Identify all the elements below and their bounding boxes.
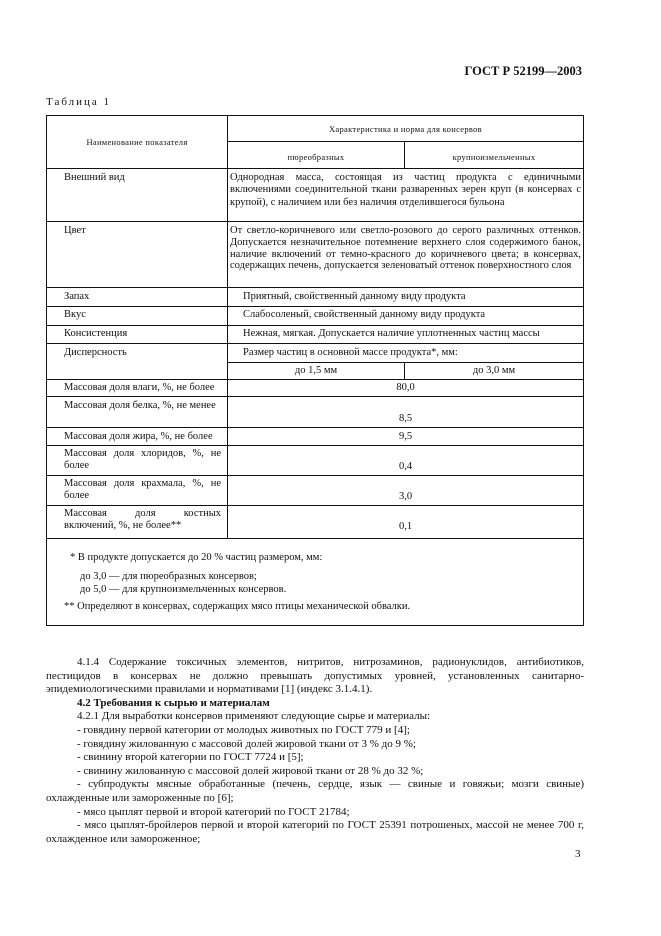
- paragraph-4-2-1: 4.2.1 Для выработки консервов применяют следующие сырье и материалы:: [77, 710, 431, 723]
- row-name-starch: Массовая доля крахмала, %, не более: [64, 478, 221, 502]
- row-name-smell: Запах: [64, 291, 90, 302]
- row-name-color: Цвет: [64, 225, 86, 236]
- row-value-dispersity: Размер частиц в основной массе продукта*, мм:: [243, 347, 458, 358]
- table-note: до 5,0 — для крупноизмельченных консервов.: [80, 584, 287, 595]
- row-value-moisture: 80,0: [396, 382, 415, 393]
- list-item: - субпродукты мясные обработанные (печень, сердце, язык — свиные и говяжьи; мозги свиные) охлажденные или замороженные по [6];: [46, 778, 584, 804]
- col-header-indicator: Наименование показателя: [86, 137, 188, 147]
- document-code: ГОСТ Р 52199—2003: [464, 64, 582, 78]
- col-header-puree: пюреобразных: [287, 152, 345, 162]
- row-value-starch: 3,0: [398, 491, 413, 502]
- list-item: - свинину второй категории по ГОСТ 7724 и [5];: [77, 751, 304, 764]
- row-name-taste: Вкус: [64, 309, 86, 320]
- row-name-chlorides: Массовая доля хлоридов, %, не более: [64, 448, 221, 472]
- page-number: 3: [575, 848, 581, 860]
- row-value-appearance: Однородная масса, состоящая из частиц продукта с единичными включениями соединительной ткани разваренных зерен круп (в консервах с крупой), с наличием или без наличия отделившегося бульона: [230, 172, 581, 208]
- col-header-chunk: крупноизмельченных: [452, 152, 536, 162]
- row-name-fat: Массовая доля жира, %, не более: [64, 431, 213, 442]
- section-heading-4-2: 4.2 Требования к сырью и материалам: [77, 696, 270, 709]
- col-header-group: Характеристика и норма для консервов: [328, 124, 482, 134]
- row-value-smell: Приятный, свойственный данному виду продукта: [243, 291, 466, 302]
- row-value-bone: 0,1: [398, 521, 413, 532]
- table-note: * В продукте допускается до 20 % частиц размером, мм:: [70, 552, 323, 563]
- list-item: - говядину первой категории от молодых животных по ГОСТ 779 и [4];: [77, 723, 410, 736]
- row-name-dispersity: Дисперсность: [64, 347, 127, 358]
- list-item: - говядину жилованную с массовой долей жировой ткани от 3 % до 9 %;: [77, 737, 416, 750]
- table-note: до 3,0 — для пюреобразных консервов;: [80, 571, 257, 582]
- paragraph-4-1-4: 4.1.4 Содержание токсичных элементов, нитритов, нитрозаминов, радионуклидов, антибиотиков, пестицидов в консервах не должно превышать допустимых уровней, установленных санитарно-эпидемиологическими правилами и нормативами [1] (индекс 3.1.4.1).: [46, 656, 584, 696]
- row-name-protein: Массовая доля белка, %, не менее: [64, 400, 216, 411]
- list-item: - мясо цыплят-бройлеров первой и второй категорий по ГОСТ 25391 потрошеных, массой не менее 700 г, охлажденное или замороженное;: [46, 819, 584, 845]
- row-value-fat: 9,5: [398, 431, 413, 442]
- row-value-color: От светло-коричневого или светло-розового до серого различных оттенков. Допускается незначительное потемнение верхнего слоя содержимого банок, наличие включений от темно-красного до коричневого цвета; в консервах, содержащих печень, допускается зеленоватый оттенок поверхностного слоя: [230, 225, 581, 272]
- row-value-protein: 8,5: [398, 413, 413, 424]
- row-value-taste: Слабосоленый, свойственный данному виду продукта: [243, 309, 486, 320]
- table-note: ** Определяют в консервах, содержащих мясо птицы механической обвалки.: [64, 601, 411, 612]
- dispersity-chunk: до 3,0 мм: [472, 365, 516, 376]
- row-name-appearance: Внешний вид: [64, 172, 125, 183]
- row-value-consistency: Нежная, мягкая. Допускается наличие уплотненных частиц массы: [243, 328, 540, 339]
- body-text: [46, 656, 584, 846]
- row-name-moisture: Массовая доля влаги, %, не более: [64, 382, 215, 393]
- table-label: Таблица 1: [46, 96, 112, 108]
- list-item: - свинину жилованную с массовой долей жировой ткани от 28 % до 32 %;: [77, 764, 424, 777]
- list-item: - мясо цыплят первой и второй категорий по ГОСТ 21784;: [77, 805, 350, 818]
- row-name-consistency: Консистенция: [64, 328, 128, 339]
- dispersity-puree: до 1,5 мм: [294, 365, 338, 376]
- row-value-chlorides: 0,4: [398, 461, 413, 472]
- row-name-bone: Массовая доля костных включений, %, не более**: [64, 508, 221, 532]
